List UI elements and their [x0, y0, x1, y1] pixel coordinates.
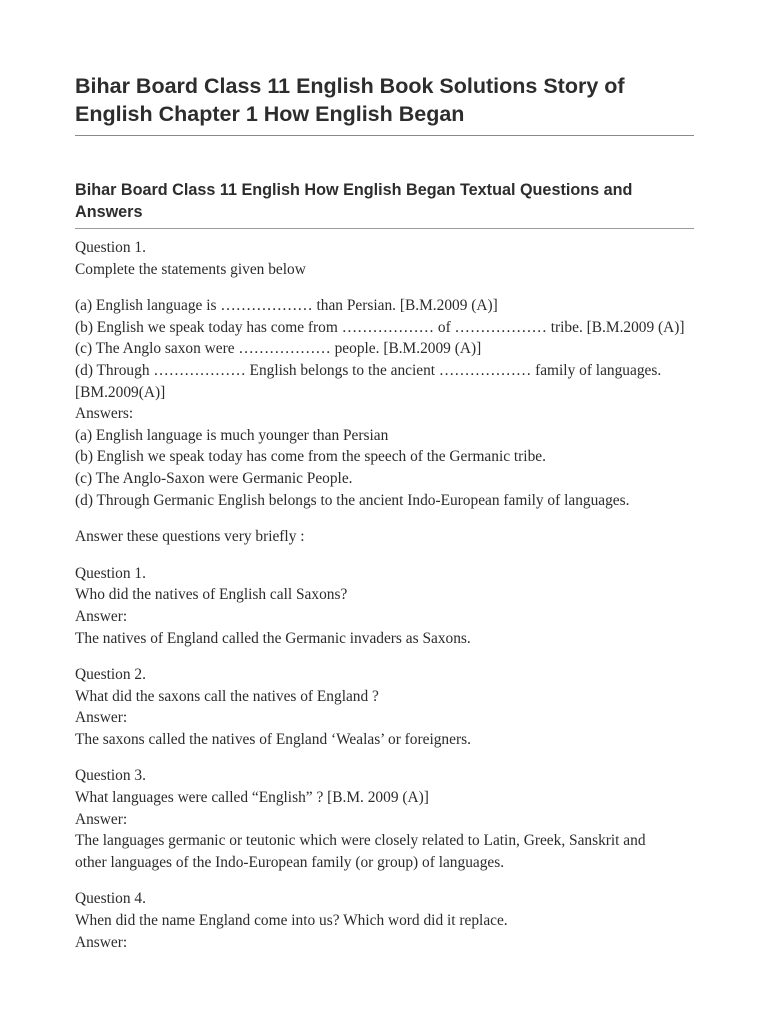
answer-text: The natives of England called the Germanic invaders as Saxons. [75, 629, 471, 647]
question-text: What languages were called “English” ? [B.M. 2009 (A)] [75, 789, 429, 807]
question-text: When did the name England come into us? Which word did it replace. [75, 912, 508, 930]
answers-label: Answers: [75, 405, 134, 423]
fill-in-item: [BM.2009(A)] [75, 383, 166, 401]
title-divider [75, 135, 694, 136]
fill-in-item: (b) English we speak today has come from ……………… of ……………… tribe. [B.M.2009 (A)] [75, 318, 685, 336]
question-prompt: Complete the statements given below [75, 260, 306, 278]
section-divider [75, 228, 694, 229]
answer-text: other languages of the Indo-European family (or group) of languages. [75, 853, 505, 871]
question-label: Question 1. [75, 239, 146, 256]
answer-item: (d) Through Germanic English belongs to the ancient Indo-European family of languages. [75, 491, 630, 509]
page-title: Bihar Board Class 11 English Book Solutions Story of English Chapter 1 How English Began [75, 74, 625, 126]
answer-text: The saxons called the natives of England ‘Wealas’ or foreigners. [75, 730, 471, 748]
section-heading: Bihar Board Class 11 English How English Began Textual Questions and Answers [75, 181, 633, 221]
fill-in-item: (c) The Anglo saxon were ……………… people. [B.M.2009 (A)] [75, 340, 482, 358]
answer-item: (b) English we speak today has come from the speech of the Germanic tribe. [75, 448, 546, 466]
question-text: What did the saxons call the natives of England ? [75, 687, 379, 705]
answer-label: Answer: [75, 810, 128, 828]
fill-in-item: (d) Through ……………… English belongs to the ancient ……………… family of languages. [75, 361, 662, 379]
answer-item: (c) The Anglo-Saxon were Germanic People. [75, 469, 353, 487]
document-body [75, 237, 700, 953]
answer-item: (a) English language is much younger than Persian [75, 426, 389, 444]
question-label: Question 1. [75, 564, 146, 582]
answer-label: Answer: [75, 607, 128, 625]
brief-heading: Answer these questions very briefly : [75, 528, 305, 546]
answer-text: The languages germanic or teutonic which were closely related to Latin, Greek, Sanskrit and [75, 832, 646, 850]
question-text: Who did the natives of English call Saxons? [75, 586, 348, 604]
question-label: Question 4. [75, 890, 146, 908]
question-label: Question 3. [75, 767, 146, 785]
answer-label: Answer: [75, 933, 128, 951]
fill-in-item: (a) English language is ……………… than Persian. [B.M.2009 (A)] [75, 297, 498, 315]
question-label: Question 2. [75, 666, 146, 684]
answer-label: Answer: [75, 709, 128, 727]
